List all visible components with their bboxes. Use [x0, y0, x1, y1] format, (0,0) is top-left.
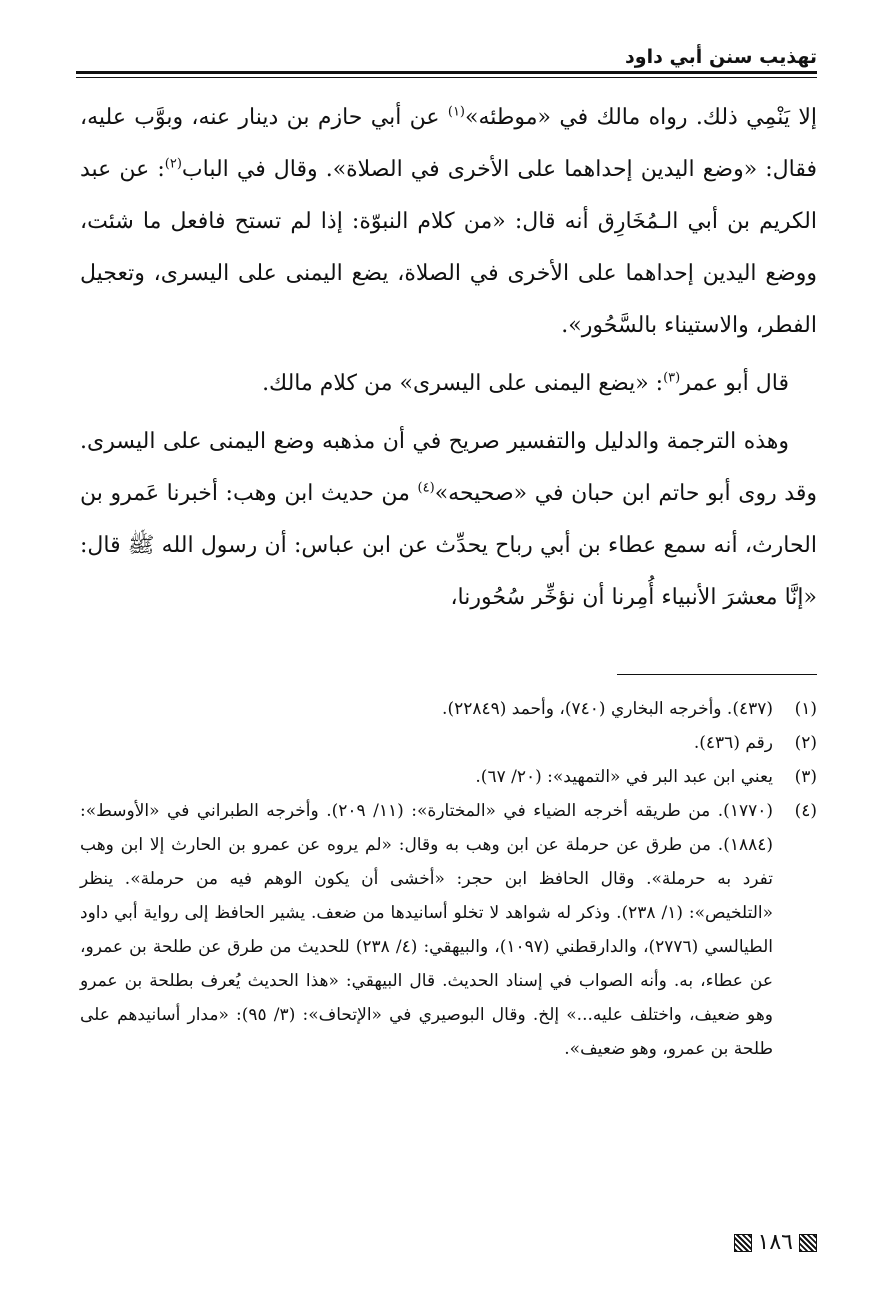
footnote-ref-1: (١)	[447, 104, 465, 120]
footnote-ref-2: (٢)	[164, 156, 182, 172]
paragraph-3-part-2: من حديث ابن وهب: أخبرنا عَمرو بن الحارث، أنه سمع عطاء بن أبي رباح يحدِّث عن ابن عباس: أن رسول الله ﷺ قال: «إنَّا معشرَ الأنبياء أُمِرنا أن نؤخِّر سُحُورنا،	[80, 481, 817, 610]
footnote-number: (٤)	[794, 801, 817, 821]
footnote-number: (١)	[794, 699, 817, 719]
paragraph-2-part-2: : «يضع اليمنى على اليسرى» من كلام مالك.	[262, 371, 664, 396]
paragraph-3-part-1: وهذه الترجمة والدليل والتفسير صريح في أن مذهبه وضع اليمنى على اليسرى. وقد روى أبو حاتم ابن حبان في «صحيحه»	[80, 429, 817, 506]
main-text	[80, 92, 817, 624]
footnote-2	[80, 726, 817, 760]
paragraph-1-part-1: إلا يَنْمِي ذلك. رواه مالك في «موطئه»	[465, 105, 817, 130]
footnote-text: رقم (٤٣٦).	[693, 733, 773, 753]
running-header-title: تهذيب سنن أبي داود	[625, 46, 817, 68]
header-rule-thick	[76, 71, 817, 74]
paragraph-1	[80, 92, 817, 352]
footnote-3	[80, 760, 817, 794]
footnote-separator	[617, 674, 817, 675]
folio	[734, 1228, 817, 1258]
paragraph-1-part-2: عن أبي حازم بن دينار عنه، وبوَّب عليه، فقال: «وضع اليدين إحداهما على الأخرى في الصلاة». وقال في الباب	[80, 105, 817, 182]
footnote-ref-3: (٣)	[663, 370, 681, 386]
ornament-icon	[734, 1234, 752, 1252]
footnotes	[80, 692, 817, 1066]
footnote-text: يعني ابن عبد البر في «التمهيد»: (٢٠/ ٦٧).	[475, 767, 773, 787]
footnote-4	[80, 794, 817, 1066]
header-rule-thin	[76, 77, 817, 78]
footnote-number: (٢)	[794, 733, 817, 753]
footnote-number: (٣)	[794, 767, 817, 787]
footnote-ref-4: (٤)	[417, 480, 435, 496]
footnote-text: (١٧٧٠). من طريقه أخرجه الضياء في «المختارة»: (١١/ ٢٠٩). وأخرجه الطبراني في «الأوسط»: (١٨٨٤). من طرق عن حرملة عن ابن وهب به وقال: «لم يروه عن عمرو بن الحارث إلا ابن وهب تفرد به حرملة». وقال الحافظ ابن حجر: «أخشى أن يكون الوهم فيه من حرملة». ينظر «التلخيص»: (١/ ٢٣٨). وذكر له شواهد لا تخلو أسانيدها من ضعف. يشير الحافظ إلى رواية أبي داود الطيالسي (٢٧٧٦)، والدارقطني (١٠٩٧)، والبيهقي: (٤/ ٢٣٨) للحديث من طرق عن طلحة بن عمرو، عن عطاء، به. وأنه الصواب في إسناد الحديث. قال البيهقي: «هذا الحديث يُعرف بطلحة بن عمرو وهو ضعيف، واختلف عليه...» إلخ. وقال البوصيري في «الإتحاف»: (٣/ ٩٥): «مدار أسانيدهم على طلحة بن عمرو، وهو ضعيف».	[80, 801, 773, 1059]
footnote-text: (٤٣٧). وأخرجه البخاري (٧٤٠)، وأحمد (٢٢٨٤٩).	[442, 699, 773, 719]
paragraph-2	[80, 358, 817, 410]
paragraph-3	[80, 416, 817, 624]
page-number: ١٨٦	[757, 1230, 793, 1255]
footnote-1	[80, 692, 817, 726]
paragraph-1-part-3: : عن عبد الكريم بن أبي الـمُخَارِق أنه قال: «من كلام النبوّة: إذا لم تستح فافعل ما شئت، ووضع اليدين إحداهما على الأخرى في الصلاة، يضع اليمنى على اليسرى، وتعجيل الفطر، والاستيناء بالسَّحُور».	[80, 157, 817, 338]
ornament-icon	[799, 1234, 817, 1252]
paragraph-2-part-1: قال أبو عمر	[680, 371, 789, 396]
